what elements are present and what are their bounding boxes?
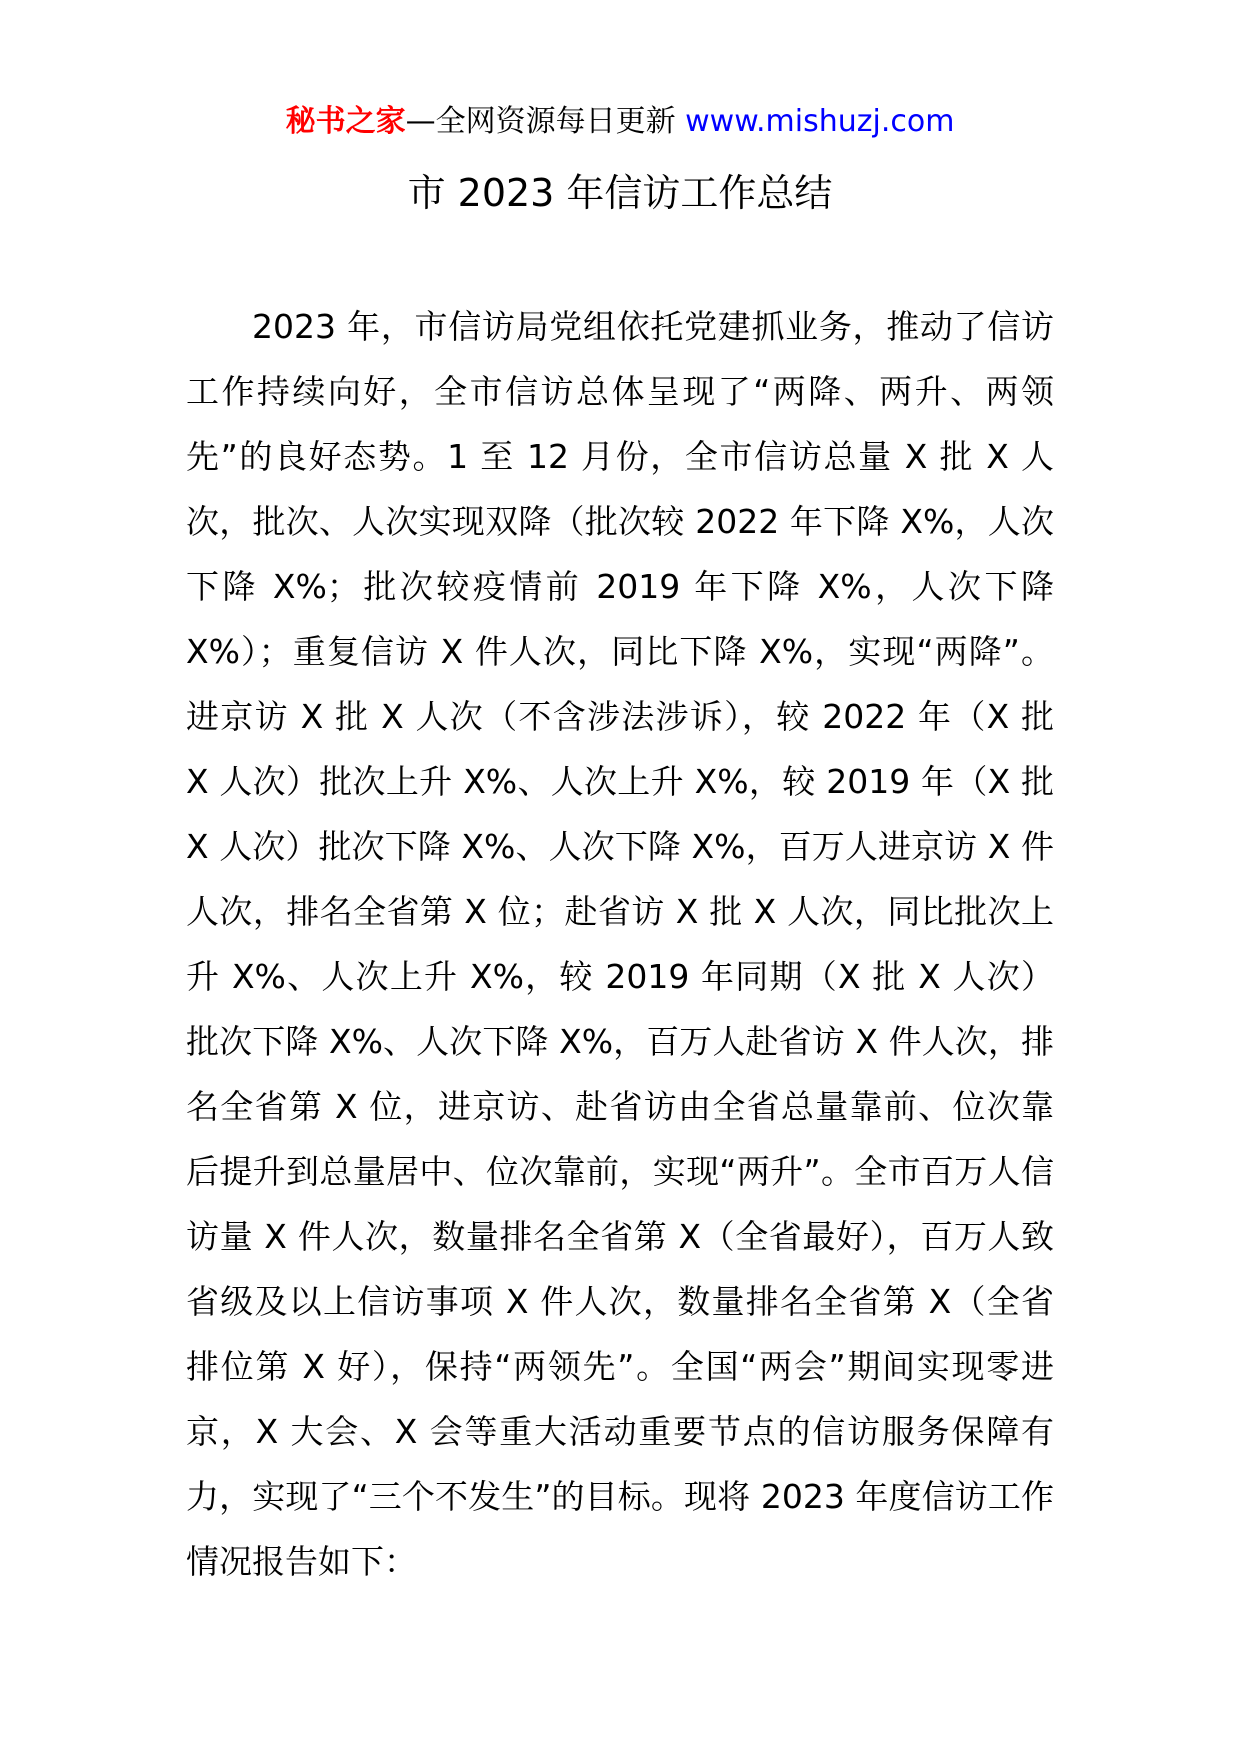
document-title: 市 2023 年信访工作总结 [407, 171, 833, 215]
site-header [0, 102, 1240, 142]
body-paragraph: 2023 年，市信访局党组依托党建抓业务，推动了信访工作持续向好，全市信访总体呈现了“两降、两升、两领先”的良好态势。1 至 12 月份，全市信访总量 X 批 X 人次，批次、人次实现双降（批次较 2022 年下降 X%，人次下降 X%；批次较疫情前 2019 年下降 X%，人次下降 X%）；重复信访 X 件人次，同比下降 X%，实现“两降”。进京访 X 批 X 人次（不含涉法涉诉），较 2022 年（X 批 X 人次）批次上升 X%、人次上升 X%，较 2019 年（X 批 X 人次）批次下降 X%、人次下降 X%，百万人进京访 X 件人次，排名全省第 X 位；赴省访 X 批 X 人次，同比批次上升 X%、人次上升 X%，较 2019 年同期（X 批 X 人次）批次下降 X%、人次下降 X%，百万人赴省访 X 件人次，排名全省第 X 位，进京访、赴省访由全省总量靠前、位次靠后提升到总量居中、位次靠前，实现“两升”。全市百万人信访量 X 件人次，数量排名全省第 X（全省最好），百万人致省级及以上信访事项 X 件人次，数量排名全省第 X（全省排位第 X 好），保持“两领先”。全国“两会”期间实现零进京，X 大会、X 会等重大活动重要节点的信访服务保障有力，实现了“三个不发生”的目标。现将 2023 年度信访工作情况报告如下： [186, 307, 1054, 1581]
site-tagline: —全网资源每日更新 [405, 104, 676, 139]
site-url-link[interactable]: www.mishuzj.com [685, 104, 955, 139]
site-brand: 秘书之家 [285, 104, 406, 139]
